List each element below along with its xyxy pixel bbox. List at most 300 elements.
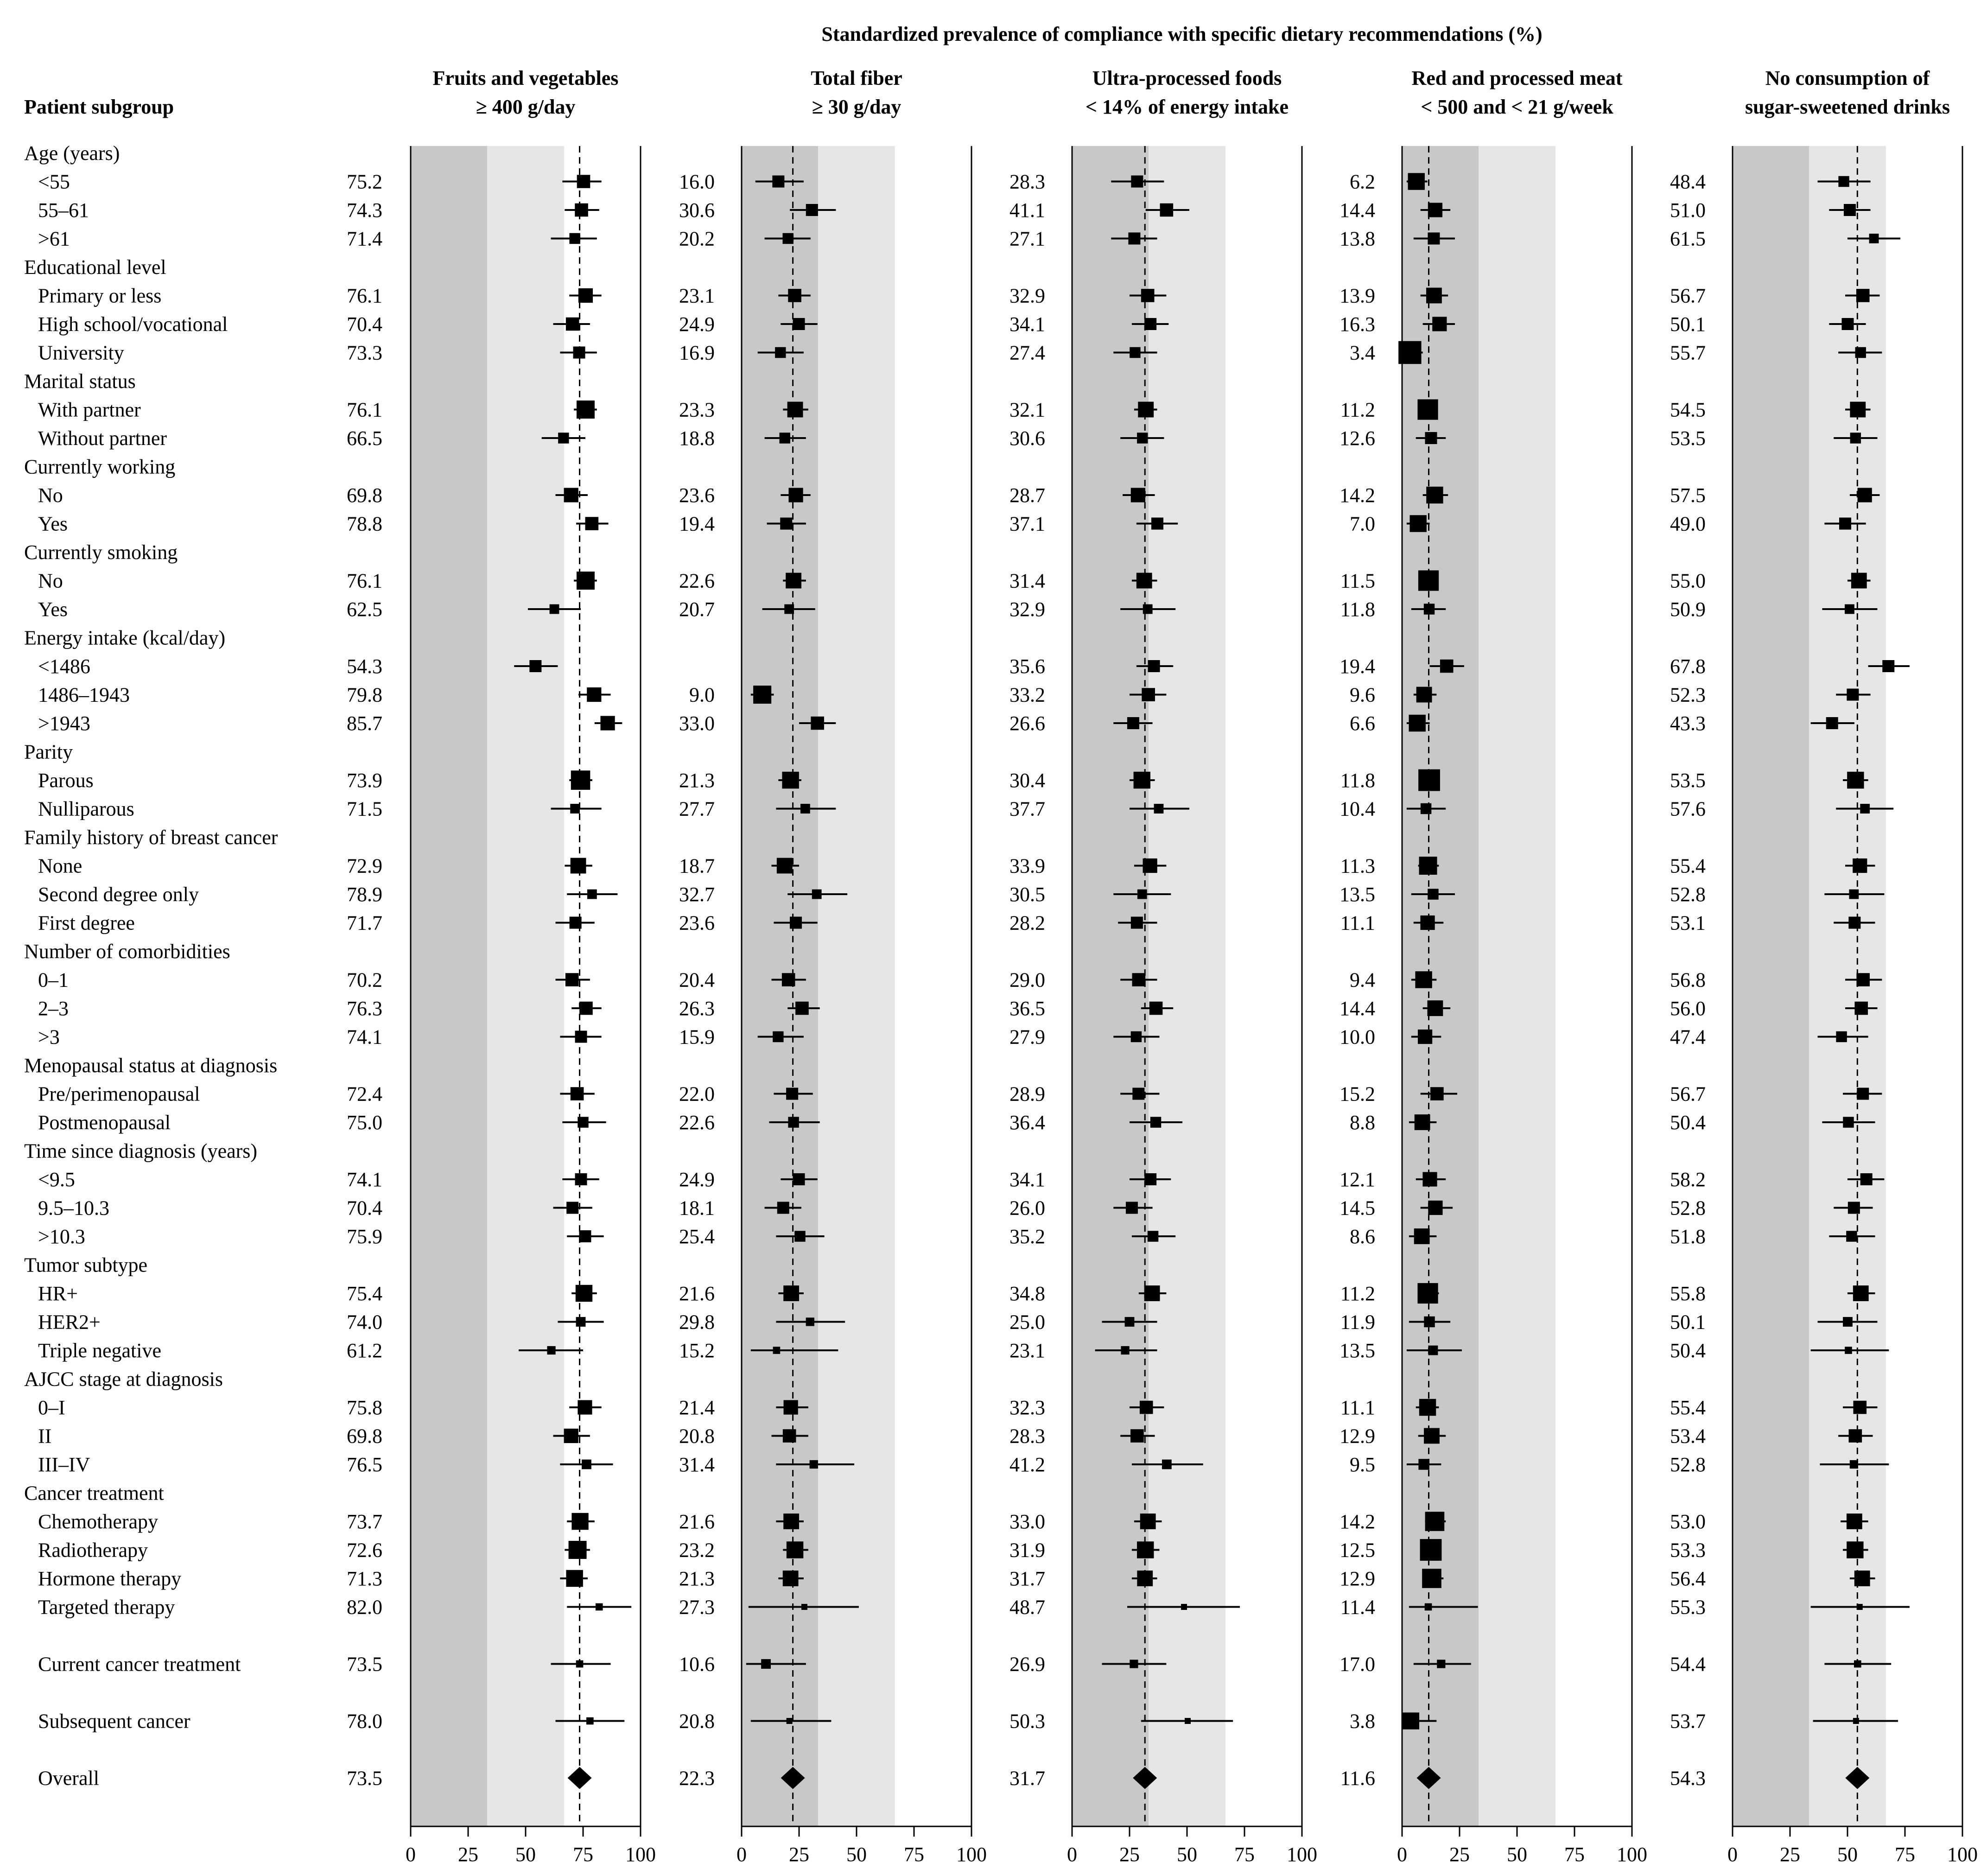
estimate-value-label: 52.8 bbox=[1670, 883, 1706, 906]
estimate-value-label: 33.0 bbox=[679, 712, 715, 735]
estimate-value-label: 28.9 bbox=[1009, 1082, 1045, 1106]
estimate-value-label: 55.8 bbox=[1670, 1282, 1706, 1305]
point-estimate bbox=[1409, 715, 1426, 731]
x-tick-label: 50 bbox=[515, 1843, 536, 1866]
point-estimate bbox=[575, 1031, 587, 1043]
estimate-value-label: 31.4 bbox=[1009, 569, 1045, 592]
subgroup-header: Marital status bbox=[24, 370, 136, 393]
estimate-value-label: 29.8 bbox=[679, 1310, 715, 1334]
estimate-value-label: 69.8 bbox=[347, 484, 382, 507]
x-tick-label: 100 bbox=[1287, 1843, 1317, 1866]
estimate-value-label: 50.1 bbox=[1670, 313, 1706, 336]
point-estimate bbox=[1848, 1202, 1860, 1214]
estimate-value-label: 23.6 bbox=[679, 484, 715, 507]
point-estimate bbox=[587, 890, 597, 899]
subgroup-label: 1486–1943 bbox=[38, 683, 130, 706]
point-estimate bbox=[1140, 1514, 1156, 1529]
estimate-value-label: 56.7 bbox=[1670, 284, 1706, 307]
point-estimate bbox=[1130, 1660, 1138, 1668]
estimate-value-label: 8.8 bbox=[1350, 1111, 1375, 1134]
estimate-value-label: 67.8 bbox=[1670, 655, 1706, 678]
point-estimate bbox=[1847, 689, 1859, 701]
estimate-value-label: 3.8 bbox=[1350, 1710, 1375, 1733]
estimate-value-label: 11.1 bbox=[1340, 911, 1375, 935]
estimate-value-label: 13.8 bbox=[1339, 227, 1375, 250]
point-estimate bbox=[1843, 1117, 1854, 1127]
estimate-value-label: 11.9 bbox=[1340, 1310, 1375, 1334]
x-tick-label: 100 bbox=[625, 1843, 656, 1866]
estimate-value-label: 71.3 bbox=[347, 1567, 382, 1590]
estimate-value-label: 14.5 bbox=[1339, 1196, 1375, 1220]
point-estimate bbox=[1125, 1317, 1135, 1327]
estimate-value-label: 52.8 bbox=[1670, 1453, 1706, 1476]
estimate-value-label: 48.4 bbox=[1670, 170, 1706, 193]
estimate-value-label: 22.0 bbox=[679, 1082, 715, 1106]
point-estimate bbox=[1128, 233, 1140, 245]
point-estimate bbox=[570, 804, 580, 814]
estimate-value-label: 50.3 bbox=[1009, 1710, 1045, 1733]
point-estimate bbox=[1127, 717, 1139, 729]
point-estimate bbox=[1137, 890, 1147, 899]
estimate-value-label: 52.3 bbox=[1670, 683, 1706, 706]
point-estimate bbox=[1440, 660, 1454, 673]
subgroup-label: No bbox=[38, 484, 63, 507]
point-estimate bbox=[569, 1541, 587, 1559]
estimate-value-label: 76.1 bbox=[347, 284, 382, 307]
estimate-value-label: 32.9 bbox=[1009, 598, 1045, 621]
point-estimate bbox=[571, 1087, 584, 1100]
estimate-value-label: 19.4 bbox=[1339, 655, 1375, 678]
estimate-value-label: 10.4 bbox=[1339, 797, 1375, 820]
point-estimate bbox=[1148, 660, 1160, 672]
point-estimate bbox=[1428, 1000, 1443, 1016]
x-tick-label: 50 bbox=[1177, 1843, 1197, 1866]
point-estimate bbox=[1432, 317, 1447, 331]
point-estimate bbox=[1425, 1603, 1432, 1611]
point-estimate bbox=[1418, 769, 1440, 791]
subgroup-label: Overall bbox=[38, 1767, 99, 1790]
x-tick-label: 25 bbox=[1449, 1843, 1470, 1866]
estimate-value-label: 37.7 bbox=[1009, 797, 1045, 820]
estimate-value-label: 25.4 bbox=[679, 1225, 715, 1248]
subgroup-label: Postmenopausal bbox=[38, 1111, 171, 1134]
estimate-value-label: 53.5 bbox=[1670, 427, 1706, 450]
subgroup-label: <1486 bbox=[38, 655, 90, 678]
estimate-value-label: 22.6 bbox=[679, 1111, 715, 1134]
point-estimate bbox=[1839, 518, 1851, 530]
estimate-value-label: 75.9 bbox=[347, 1225, 382, 1248]
estimate-value-label: 53.4 bbox=[1670, 1424, 1706, 1448]
point-estimate bbox=[570, 917, 582, 929]
band-mid bbox=[1809, 146, 1886, 1826]
point-estimate bbox=[578, 1400, 592, 1414]
point-estimate bbox=[788, 289, 801, 302]
x-tick-label: 25 bbox=[1119, 1843, 1140, 1866]
point-estimate bbox=[780, 518, 792, 530]
point-estimate bbox=[777, 858, 793, 874]
estimate-value-label: 21.4 bbox=[679, 1396, 715, 1419]
estimate-value-label: 61.2 bbox=[347, 1339, 382, 1362]
point-estimate bbox=[1132, 1088, 1144, 1100]
estimate-value-label: 76.5 bbox=[347, 1453, 382, 1476]
point-estimate bbox=[1854, 1002, 1868, 1015]
estimate-value-label: 21.3 bbox=[679, 769, 715, 792]
point-estimate bbox=[1398, 341, 1421, 364]
point-estimate bbox=[576, 1317, 586, 1327]
point-estimate bbox=[1403, 1712, 1419, 1729]
estimate-value-label: 28.3 bbox=[1009, 1424, 1045, 1448]
estimate-value-label: 74.0 bbox=[347, 1310, 382, 1334]
x-tick-label: 75 bbox=[1234, 1843, 1255, 1866]
estimate-value-label: 58.2 bbox=[1670, 1168, 1706, 1191]
point-estimate bbox=[1849, 890, 1859, 899]
estimate-value-label: 57.5 bbox=[1670, 484, 1706, 507]
estimate-value-label: 9.5 bbox=[1350, 1453, 1375, 1476]
subgroup-label: High school/vocational bbox=[38, 313, 228, 336]
estimate-value-label: 28.3 bbox=[1009, 170, 1045, 193]
estimate-value-label: 23.3 bbox=[679, 398, 715, 421]
point-estimate bbox=[1846, 1231, 1857, 1241]
point-estimate bbox=[1410, 515, 1427, 532]
estimate-value-label: 11.4 bbox=[1340, 1596, 1375, 1619]
point-estimate bbox=[1845, 1347, 1852, 1354]
estimate-value-label: 21.6 bbox=[679, 1282, 715, 1305]
point-estimate bbox=[1144, 318, 1156, 330]
band-low bbox=[1733, 146, 1809, 1826]
estimate-value-label: 12.9 bbox=[1339, 1567, 1375, 1590]
estimate-value-label: 27.7 bbox=[679, 797, 715, 820]
subgroup-label: Pre/perimenopausal bbox=[38, 1082, 200, 1106]
point-estimate bbox=[788, 488, 803, 502]
point-estimate bbox=[1425, 1512, 1445, 1531]
estimate-value-label: 76.3 bbox=[347, 997, 382, 1020]
point-estimate bbox=[1437, 1660, 1445, 1668]
estimate-value-label: 11.2 bbox=[1340, 398, 1375, 421]
estimate-value-label: 27.9 bbox=[1009, 1025, 1045, 1049]
point-estimate bbox=[1424, 604, 1435, 614]
point-estimate bbox=[786, 573, 801, 589]
subgroup-header: Tumor subtype bbox=[24, 1253, 148, 1277]
subgroup-label: Primary or less bbox=[38, 284, 162, 307]
estimate-value-label: 35.2 bbox=[1009, 1225, 1045, 1248]
estimate-value-label: 14.4 bbox=[1339, 199, 1375, 222]
estimate-value-label: 14.2 bbox=[1339, 1510, 1375, 1533]
subgroup-label: <9.5 bbox=[38, 1168, 75, 1191]
estimate-value-label: 54.5 bbox=[1670, 398, 1706, 421]
point-estimate bbox=[793, 318, 805, 330]
estimate-value-label: 37.1 bbox=[1009, 512, 1045, 535]
estimate-value-label: 52.8 bbox=[1670, 1196, 1706, 1220]
estimate-value-label: 12.6 bbox=[1339, 427, 1375, 450]
point-estimate bbox=[550, 604, 559, 614]
point-estimate bbox=[1418, 1459, 1429, 1469]
estimate-value-label: 53.0 bbox=[1670, 1510, 1706, 1533]
point-estimate bbox=[782, 772, 799, 789]
point-estimate bbox=[1138, 402, 1154, 418]
estimate-value-label: 75.0 bbox=[347, 1111, 382, 1134]
point-estimate bbox=[1853, 1718, 1859, 1724]
point-estimate bbox=[558, 432, 569, 443]
point-estimate bbox=[784, 604, 794, 614]
estimate-value-label: 25.0 bbox=[1009, 1310, 1045, 1334]
estimate-value-label: 31.7 bbox=[1009, 1767, 1045, 1790]
x-tick-label: 0 bbox=[736, 1843, 747, 1866]
estimate-value-label: 13.5 bbox=[1339, 883, 1375, 906]
estimate-value-label: 20.8 bbox=[679, 1424, 715, 1448]
estimate-value-label: 9.0 bbox=[689, 683, 715, 706]
x-tick-label: 25 bbox=[789, 1843, 809, 1866]
panel-title-line2: ≥ 30 g/day bbox=[812, 95, 901, 118]
estimate-value-label: 50.4 bbox=[1670, 1111, 1706, 1134]
point-estimate bbox=[787, 1541, 803, 1558]
estimate-value-label: 36.5 bbox=[1009, 997, 1045, 1020]
estimate-value-label: 32.7 bbox=[679, 883, 715, 906]
estimate-value-label: 48.7 bbox=[1009, 1596, 1045, 1619]
point-estimate bbox=[1430, 1087, 1444, 1100]
point-estimate bbox=[1845, 604, 1854, 614]
point-estimate bbox=[1428, 203, 1442, 217]
estimate-value-label: 72.6 bbox=[347, 1539, 382, 1562]
x-tick-label: 75 bbox=[1895, 1843, 1915, 1866]
panel-title-line1: Fruits and vegetables bbox=[432, 67, 619, 89]
estimate-value-label: 26.9 bbox=[1009, 1653, 1045, 1676]
point-estimate bbox=[1857, 1604, 1863, 1610]
subgroup-label: Triple negative bbox=[38, 1339, 161, 1362]
estimate-value-label: 55.4 bbox=[1670, 854, 1706, 878]
point-estimate bbox=[1421, 803, 1431, 814]
subgroup-header: Number of comorbidities bbox=[24, 940, 230, 963]
point-estimate bbox=[1428, 1201, 1442, 1215]
estimate-value-label: 41.2 bbox=[1009, 1453, 1045, 1476]
point-estimate bbox=[1140, 1401, 1153, 1414]
point-estimate bbox=[566, 318, 579, 331]
estimate-value-label: 78.0 bbox=[347, 1710, 382, 1733]
estimate-value-label: 28.7 bbox=[1009, 484, 1045, 507]
estimate-value-label: 82.0 bbox=[347, 1596, 382, 1619]
estimate-value-label: 72.4 bbox=[347, 1082, 382, 1106]
point-estimate bbox=[566, 1202, 578, 1214]
point-estimate bbox=[578, 288, 593, 303]
point-estimate bbox=[566, 1570, 583, 1587]
subgroup-label: No bbox=[38, 569, 63, 592]
point-estimate bbox=[783, 1571, 799, 1586]
panel-title-line2: < 14% of energy intake bbox=[1085, 95, 1289, 118]
point-estimate bbox=[577, 572, 595, 590]
point-estimate bbox=[573, 347, 585, 359]
point-estimate bbox=[1424, 1428, 1440, 1444]
estimate-value-label: 14.4 bbox=[1339, 997, 1375, 1020]
estimate-value-label: 23.2 bbox=[679, 1539, 715, 1562]
estimate-value-label: 29.0 bbox=[1009, 968, 1045, 992]
estimate-value-label: 56.0 bbox=[1670, 997, 1706, 1020]
point-estimate bbox=[1850, 432, 1861, 443]
estimate-value-label: 69.8 bbox=[347, 1424, 382, 1448]
point-estimate bbox=[1428, 233, 1440, 245]
point-estimate bbox=[783, 1285, 799, 1301]
subgroup-label: Subsequent cancer bbox=[38, 1710, 190, 1733]
subgroup-label: Yes bbox=[38, 512, 68, 535]
point-estimate bbox=[806, 1317, 814, 1326]
estimate-value-label: 53.3 bbox=[1670, 1539, 1706, 1562]
estimate-value-label: 35.6 bbox=[1009, 655, 1045, 678]
estimate-value-label: 56.4 bbox=[1670, 1567, 1706, 1590]
estimate-value-label: 74.1 bbox=[347, 1168, 382, 1191]
panel-title-line1: Ultra-processed foods bbox=[1092, 67, 1282, 89]
point-estimate bbox=[1826, 717, 1838, 729]
subgroup-header: Cancer treatment bbox=[24, 1482, 164, 1505]
estimate-value-label: 73.9 bbox=[347, 769, 382, 792]
point-estimate bbox=[1425, 432, 1437, 444]
estimate-value-label: 71.4 bbox=[347, 227, 382, 250]
point-estimate bbox=[783, 1514, 799, 1529]
point-estimate bbox=[1854, 1571, 1870, 1586]
estimate-value-label: 56.8 bbox=[1670, 968, 1706, 992]
band-low bbox=[411, 146, 487, 1826]
subgroup-label: Second degree only bbox=[38, 883, 199, 906]
estimate-value-label: 53.1 bbox=[1670, 911, 1706, 935]
point-estimate bbox=[1422, 1172, 1437, 1186]
estimate-value-label: 30.5 bbox=[1009, 883, 1045, 906]
estimate-value-label: 16.3 bbox=[1339, 313, 1375, 336]
point-estimate bbox=[579, 1002, 593, 1015]
estimate-value-label: 33.2 bbox=[1009, 683, 1045, 706]
point-estimate bbox=[571, 858, 586, 874]
subgroup-header: Educational level bbox=[24, 256, 166, 279]
estimate-value-label: 62.5 bbox=[347, 598, 382, 621]
estimate-value-label: 6.6 bbox=[1350, 712, 1375, 735]
estimate-value-label: 13.5 bbox=[1339, 1339, 1375, 1362]
subgroup-label: II bbox=[38, 1424, 52, 1448]
estimate-value-label: 11.8 bbox=[1340, 769, 1375, 792]
estimate-value-label: 21.6 bbox=[679, 1510, 715, 1533]
point-estimate bbox=[761, 1659, 771, 1669]
point-estimate bbox=[777, 1202, 789, 1214]
point-estimate bbox=[1426, 487, 1443, 503]
subgroup-label: Chemotherapy bbox=[38, 1510, 159, 1533]
estimate-value-label: 30.6 bbox=[679, 199, 715, 222]
point-estimate bbox=[1131, 176, 1143, 188]
point-estimate bbox=[1838, 176, 1849, 187]
estimate-value-label: 33.9 bbox=[1009, 854, 1045, 878]
point-estimate bbox=[1134, 772, 1150, 789]
point-estimate bbox=[1144, 1173, 1156, 1185]
point-estimate bbox=[1150, 1117, 1161, 1127]
estimate-value-label: 55.4 bbox=[1670, 1396, 1706, 1419]
x-tick-label: 75 bbox=[1564, 1843, 1585, 1866]
point-estimate bbox=[1417, 399, 1438, 420]
point-estimate bbox=[1414, 1228, 1430, 1244]
point-estimate bbox=[1131, 917, 1143, 929]
point-estimate bbox=[582, 1460, 591, 1469]
estimate-value-label: 51.8 bbox=[1670, 1225, 1706, 1248]
point-estimate bbox=[800, 804, 810, 814]
estimate-value-label: 75.2 bbox=[347, 170, 382, 193]
estimate-value-label: 26.0 bbox=[1009, 1196, 1045, 1220]
estimate-value-label: 14.2 bbox=[1339, 484, 1375, 507]
point-estimate bbox=[1857, 1088, 1869, 1100]
subgroup-label: >3 bbox=[38, 1025, 60, 1049]
point-estimate bbox=[1415, 971, 1432, 988]
x-tick-label: 50 bbox=[1507, 1843, 1527, 1866]
estimate-value-label: 18.8 bbox=[679, 427, 715, 450]
estimate-value-label: 30.4 bbox=[1009, 769, 1045, 792]
subgroup-label: Without partner bbox=[38, 427, 167, 450]
point-estimate bbox=[1136, 573, 1152, 589]
point-estimate bbox=[1869, 234, 1879, 243]
point-estimate bbox=[579, 1230, 591, 1242]
point-estimate bbox=[571, 770, 590, 790]
point-estimate bbox=[575, 203, 588, 217]
point-estimate bbox=[1415, 1114, 1430, 1130]
estimate-value-label: 8.6 bbox=[1350, 1225, 1375, 1248]
point-estimate bbox=[1420, 916, 1435, 930]
point-estimate bbox=[772, 176, 784, 188]
subgroup-label: First degree bbox=[38, 911, 135, 935]
estimate-value-label: 70.4 bbox=[347, 1196, 382, 1220]
point-estimate bbox=[782, 233, 793, 244]
estimate-value-label: 49.0 bbox=[1670, 512, 1706, 535]
point-estimate bbox=[575, 1173, 587, 1185]
estimate-value-label: 11.2 bbox=[1340, 1282, 1375, 1305]
band-mid bbox=[1479, 146, 1555, 1826]
subgroup-label: HR+ bbox=[38, 1282, 78, 1305]
estimate-value-label: 50.1 bbox=[1670, 1310, 1706, 1334]
point-estimate bbox=[1849, 1429, 1862, 1443]
point-estimate bbox=[812, 890, 822, 899]
estimate-value-label: 41.1 bbox=[1009, 199, 1045, 222]
estimate-value-label: 73.5 bbox=[347, 1653, 382, 1676]
point-estimate bbox=[1844, 204, 1856, 216]
x-tick-label: 75 bbox=[904, 1843, 924, 1866]
point-estimate bbox=[1850, 402, 1866, 418]
point-estimate bbox=[1856, 289, 1870, 302]
estimate-value-label: 11.1 bbox=[1340, 1396, 1375, 1419]
point-estimate bbox=[801, 1604, 807, 1610]
point-estimate bbox=[578, 1117, 588, 1127]
estimate-value-label: 72.9 bbox=[347, 854, 382, 878]
estimate-value-label: 79.8 bbox=[347, 683, 382, 706]
estimate-value-label: 9.6 bbox=[1350, 683, 1375, 706]
subgroup-label: None bbox=[38, 854, 83, 878]
point-estimate bbox=[1149, 1002, 1163, 1015]
subgroup-header: Currently smoking bbox=[24, 541, 178, 564]
point-estimate bbox=[1424, 1316, 1435, 1327]
estimate-value-label: 20.4 bbox=[679, 968, 715, 992]
estimate-value-label: 10.6 bbox=[679, 1653, 715, 1676]
point-estimate bbox=[1850, 1460, 1858, 1469]
estimate-value-label: 15.2 bbox=[679, 1339, 715, 1362]
subgroup-label: HER2+ bbox=[38, 1310, 101, 1334]
estimate-value-label: 23.1 bbox=[1009, 1339, 1045, 1362]
estimate-value-label: 71.5 bbox=[347, 797, 382, 820]
subgroup-label: 2–3 bbox=[38, 997, 69, 1020]
estimate-value-label: 50.4 bbox=[1670, 1339, 1706, 1362]
subgroup-label: 9.5–10.3 bbox=[38, 1196, 109, 1220]
subgroup-label: With partner bbox=[38, 398, 141, 421]
band-low bbox=[742, 146, 818, 1826]
estimate-value-label: 57.6 bbox=[1670, 797, 1706, 820]
point-estimate bbox=[784, 1400, 798, 1414]
point-estimate bbox=[1408, 173, 1425, 190]
panel-title-line1: No consumption of bbox=[1765, 67, 1930, 89]
point-estimate bbox=[1426, 288, 1442, 304]
panel-title-line2: < 500 and < 21 g/week bbox=[1421, 95, 1613, 118]
estimate-value-label: 74.3 bbox=[347, 199, 382, 222]
point-estimate bbox=[1181, 1604, 1187, 1610]
point-estimate bbox=[810, 1460, 818, 1469]
point-estimate bbox=[565, 973, 579, 986]
point-estimate bbox=[1419, 1399, 1436, 1416]
